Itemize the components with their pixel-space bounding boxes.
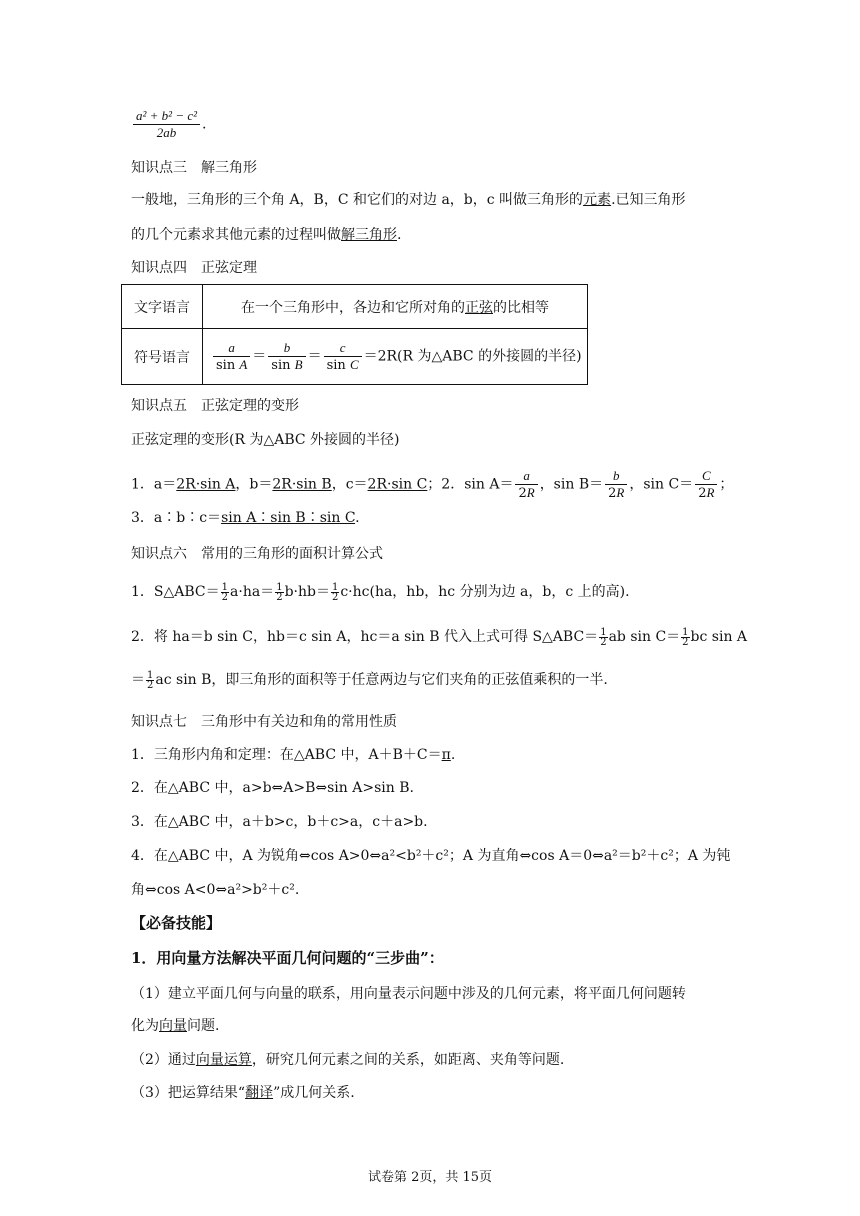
k5-heading: 知识点五 正弦定理的变形 <box>131 398 299 414</box>
row1-label: 文字语言 <box>122 285 203 329</box>
page-footer: 试卷第 2页，共 15页 <box>367 1170 493 1185</box>
k7-heading: 知识点七 三角形中有关边和角的常用性质 <box>131 714 397 730</box>
k7-line1: 1．三角形内角和定理：在△ABC 中，A＋B＋C＝π. <box>131 747 456 763</box>
formula-top: $\frac{\text{a² + b² − c²}}{2ab}$ . <box>131 108 206 141</box>
skills-heading: 【必备技能】 <box>131 914 222 932</box>
k7-line4: 4．在△ABC 中，A 为锐角⇔cos A>0⇔a²<b²＋c²；A 为直角⇔cos A＝0⇔a²＝b²＋c²；A 为钝 <box>131 848 731 864</box>
sine-law-table <box>121 284 588 385</box>
row2-label: 符号语言 <box>122 329 203 385</box>
k3-paragraph-line2: 的几个元素求其他元素的过程叫做解三角形. <box>131 227 402 243</box>
k5-intro: 正弦定理的变形(R 为△ABC 外接圆的半径) <box>131 432 400 448</box>
k7-line3: 3．在△ABC 中，a＋b>c，b＋c>a，c＋a>b. <box>131 814 428 830</box>
skill-step1-line1: （1）建立平面几何与向量的联系，用向量表示问题中涉及的几何元素，将平面几何问题转 <box>131 986 686 1002</box>
k5-line3: 3．a∶b∶c＝sin A∶sin B∶sin C. <box>131 510 360 526</box>
row2-formula: $\frac{a}{\text{sin A}}$ ＝ $\frac{b}{\text{sin B}}$ ＝ $\frac{c}{\text{sin C}}$ ＝2R(R 为△ABC 的外接圆的半径) <box>203 329 588 385</box>
k7-line5: 角⇔cos A<0⇔a²>b²＋c². <box>131 882 300 898</box>
k3-paragraph-line1: 一般地，三角形的三个角 A，B，C 和它们的对边 a，b，c 叫做三角形的元素.已知三角形 <box>131 192 686 208</box>
k6-heading: 知识点六 常用的三角形的面积计算公式 <box>131 546 383 562</box>
k6-line3: ＝ $\frac{1}{2}$ ac sin B，即三角形的面积等于任意两边与它们夹角的正弦值乘积的一半. <box>131 669 608 691</box>
row1-text: 在一个三角形中，各边和它所对角的正弦的比相等 <box>203 285 588 329</box>
skills-title: 1．用向量方法解决平面几何问题的“三步曲”： <box>131 949 444 967</box>
k5-line1: 1．a＝2R·sin A，b＝2R·sin B，c＝2R·sin C；2．sin A＝ $\frac{a}{2R}$ ，sin B＝ $\frac{b}{2R}$ ，sin C＝ $\frac{C}{2R}$ ； <box>131 468 734 501</box>
k4-heading: 知识点四 正弦定理 <box>131 260 257 276</box>
k3-heading: 知识点三 解三角形 <box>131 160 257 176</box>
k6-line1: 1．S△ABC＝ $\frac{1}{2}$ a·ha＝ $\frac{1}{2}$ b·hb＝ $\frac{1}{2}$ c·hc(ha，hb，hc 分别为边 a，b，c 上的高). <box>131 581 630 603</box>
skill-step1-line2: 化为向量问题. <box>131 1018 220 1034</box>
k7-line2: 2．在△ABC 中，a>b⇔A>B⇔sin A>sin B. <box>131 780 414 796</box>
skill-step2: （2）通过向量运算，研究几何元素之间的关系，如距离、夹角等问题. <box>131 1052 565 1068</box>
skill-step3: （3）把运算结果“翻译”成几何关系. <box>131 1085 355 1101</box>
k6-line2: 2．将 ha＝b sin C，hb＝c sin A，hc＝a sin B 代入上式可得 S△ABC＝ $\frac{1}{2}$ ab sin C＝ $\frac{1}{2}$ bc sin A <box>131 626 748 648</box>
